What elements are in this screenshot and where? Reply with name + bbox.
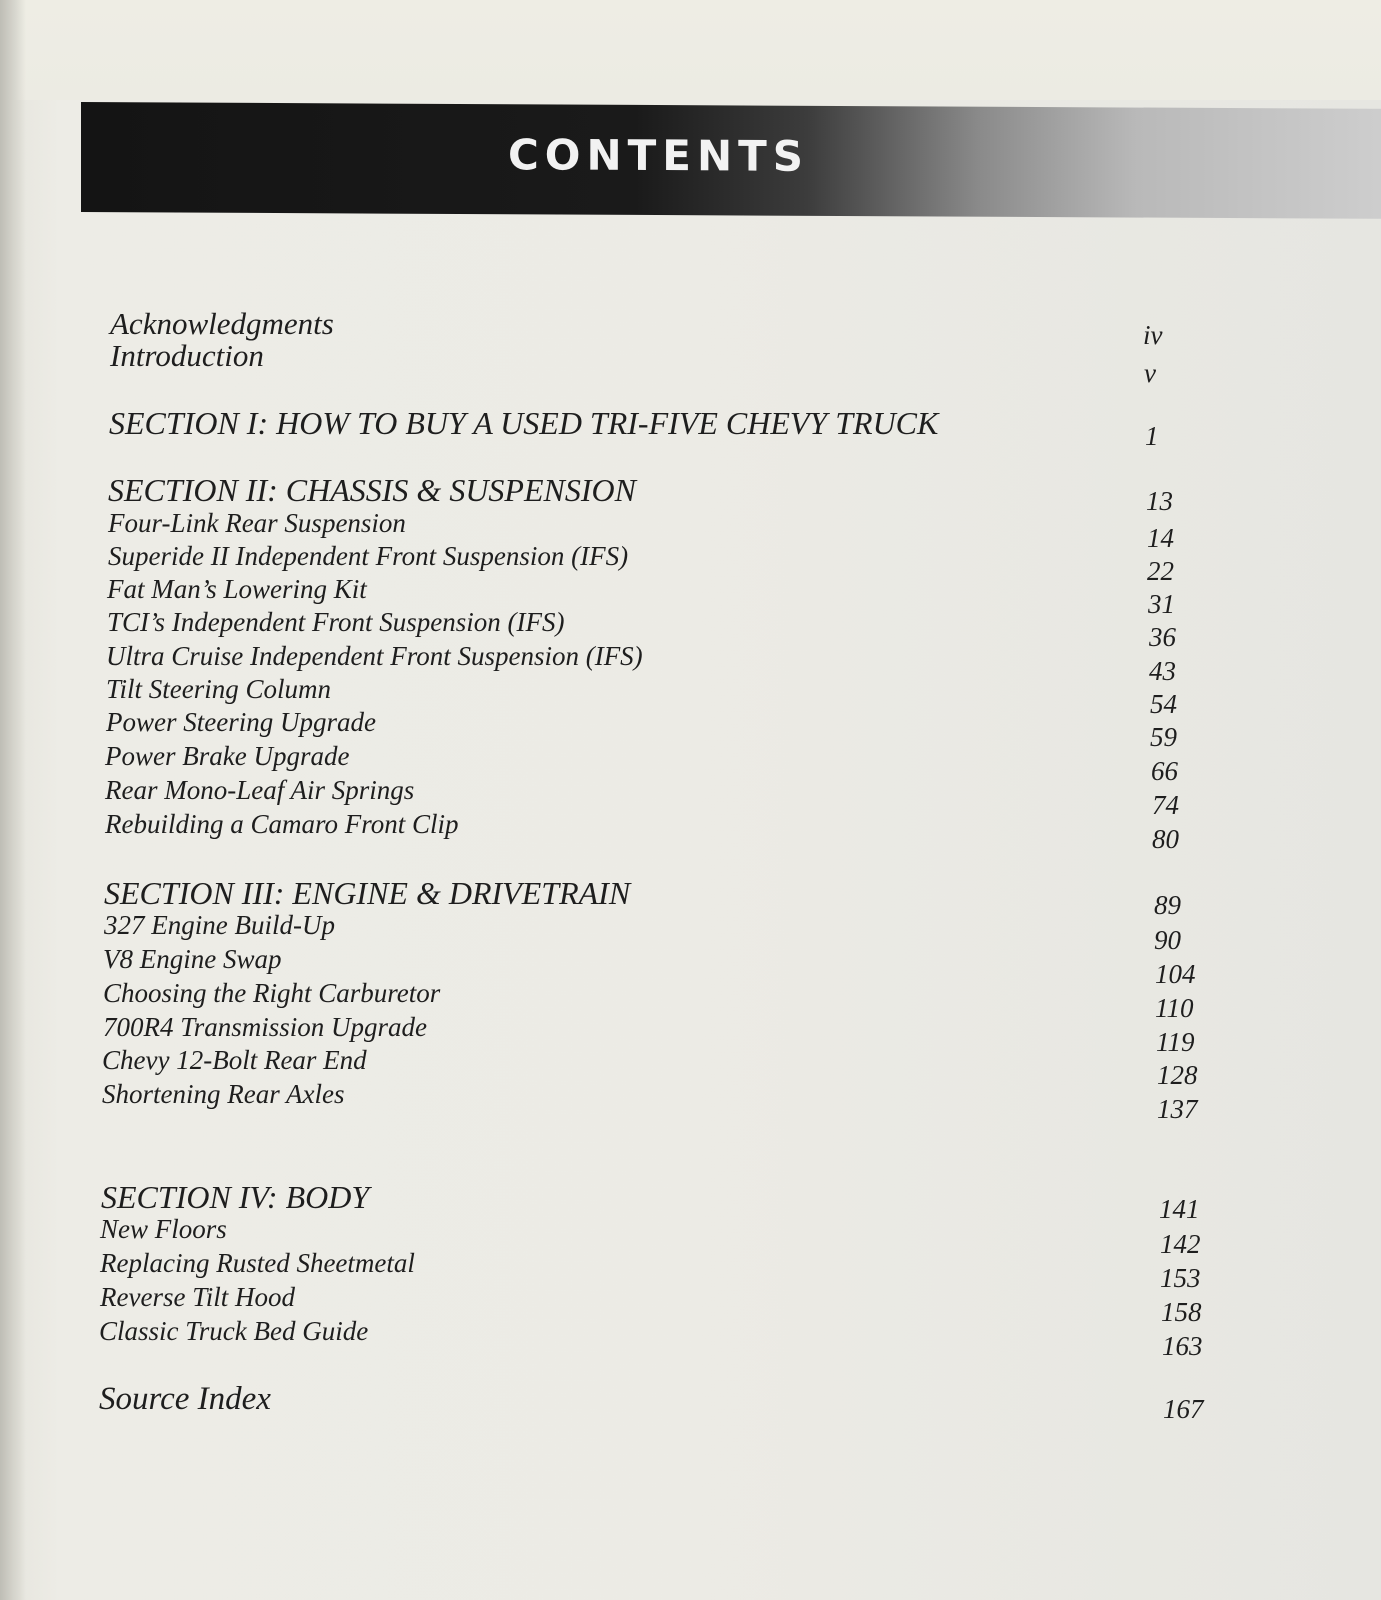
toc-entry-page: 74 bbox=[1152, 790, 1179, 820]
toc-entry-title: SECTION IV: BODY bbox=[101, 1179, 370, 1215]
toc-entry-page: 14 bbox=[1147, 523, 1174, 553]
toc-entry-page: 59 bbox=[1150, 722, 1177, 752]
toc-entry-title: Tilt Steering Column bbox=[106, 674, 332, 704]
toc-entry-title: Rebuilding a Camaro Front Clip bbox=[105, 809, 459, 839]
toc-entry-title: Fat Man’s Lowering Kit bbox=[107, 574, 367, 604]
toc-entry-page: 43 bbox=[1149, 656, 1176, 686]
toc-entry-page: 90 bbox=[1154, 925, 1181, 955]
toc-entry-title: Superide II Independent Front Suspension (IFS) bbox=[108, 541, 629, 571]
toc-entry-title: Ultra Cruise Independent Front Suspension (IFS) bbox=[106, 641, 643, 671]
toc-entry-title: Classic Truck Bed Guide bbox=[99, 1316, 369, 1346]
toc-entry-page: 128 bbox=[1157, 1060, 1198, 1090]
toc-entry-title: 327 Engine Build-Up bbox=[104, 910, 335, 940]
toc-entry-page: 153 bbox=[1160, 1263, 1201, 1293]
contents-banner bbox=[81, 102, 1381, 219]
toc-entry bbox=[0, 1079, 1381, 1124]
toc-entry-source-index bbox=[0, 1383, 1381, 1423]
toc-entry-title: Source Index bbox=[99, 1381, 271, 1417]
toc-entry-title: New Floors bbox=[100, 1214, 227, 1244]
toc-entry-page: v bbox=[1144, 358, 1156, 388]
toc-entry-page: 89 bbox=[1154, 890, 1181, 920]
toc-entry-introduction bbox=[0, 338, 1381, 388]
toc-entry-page: 22 bbox=[1147, 556, 1174, 586]
toc-entry-title: Choosing the Right Carburetor bbox=[103, 978, 441, 1008]
toc-entry-title: SECTION I: HOW TO BUY A USED TRI-FIVE CHEVY TRUCK bbox=[109, 405, 939, 441]
toc-entry bbox=[0, 1316, 1381, 1361]
toc-entry-title: V8 Engine Swap bbox=[103, 944, 282, 974]
toc-entry-page: 141 bbox=[1159, 1194, 1200, 1224]
toc-entry-title: TCI’s Independent Front Suspension (IFS) bbox=[107, 607, 565, 637]
toc-entry-page: 167 bbox=[1163, 1394, 1204, 1424]
toc-entry bbox=[0, 809, 1381, 854]
toc-entry-page: 158 bbox=[1161, 1297, 1202, 1327]
toc-entry-page: 66 bbox=[1151, 756, 1178, 786]
toc-entry-page: 104 bbox=[1155, 959, 1196, 989]
toc-entry-page: 110 bbox=[1155, 993, 1194, 1023]
toc-entry-title: Introduction bbox=[110, 338, 264, 373]
toc-entry-title: Reverse Tilt Hood bbox=[100, 1282, 295, 1312]
toc-entry-title: Power Brake Upgrade bbox=[105, 741, 350, 771]
toc-entry-page: 137 bbox=[1157, 1094, 1198, 1124]
toc-entry-page: 54 bbox=[1150, 689, 1177, 719]
toc-entry-page: 31 bbox=[1148, 589, 1175, 619]
toc-entry-title: SECTION II: CHASSIS & SUSPENSION bbox=[108, 472, 636, 508]
toc-entry-title: Rear Mono-Leaf Air Springs bbox=[105, 775, 415, 805]
toc-entry-page: 80 bbox=[1152, 824, 1179, 854]
toc-entry-page: 36 bbox=[1149, 622, 1176, 652]
toc-section-heading bbox=[0, 405, 1381, 451]
toc-entry-title: Chevy 12-Bolt Rear End bbox=[102, 1045, 367, 1075]
toc-entry-page: 119 bbox=[1156, 1027, 1195, 1057]
toc-entry-title: Four-Link Rear Suspension bbox=[108, 508, 406, 538]
page-top-margin bbox=[0, 0, 1381, 100]
toc-entry-page: 1 bbox=[1145, 421, 1159, 451]
toc-entry-page: 142 bbox=[1160, 1229, 1201, 1259]
toc-entry-title: Shortening Rear Axles bbox=[102, 1079, 345, 1109]
toc-entry-page: iv bbox=[1143, 320, 1163, 350]
page-title: CONTENTS bbox=[507, 130, 810, 181]
toc-entry-title: SECTION III: ENGINE & DRIVETRAIN bbox=[104, 875, 631, 911]
toc-entry-title: 700R4 Transmission Upgrade bbox=[103, 1012, 428, 1042]
toc-entry-title: Power Steering Upgrade bbox=[106, 707, 376, 737]
toc-entry-page: 163 bbox=[1162, 1331, 1203, 1361]
toc-entry-page: 13 bbox=[1146, 486, 1173, 516]
toc-entry-title: Replacing Rusted Sheetmetal bbox=[100, 1248, 415, 1278]
toc-entry-title: Acknowledgments bbox=[110, 306, 334, 341]
